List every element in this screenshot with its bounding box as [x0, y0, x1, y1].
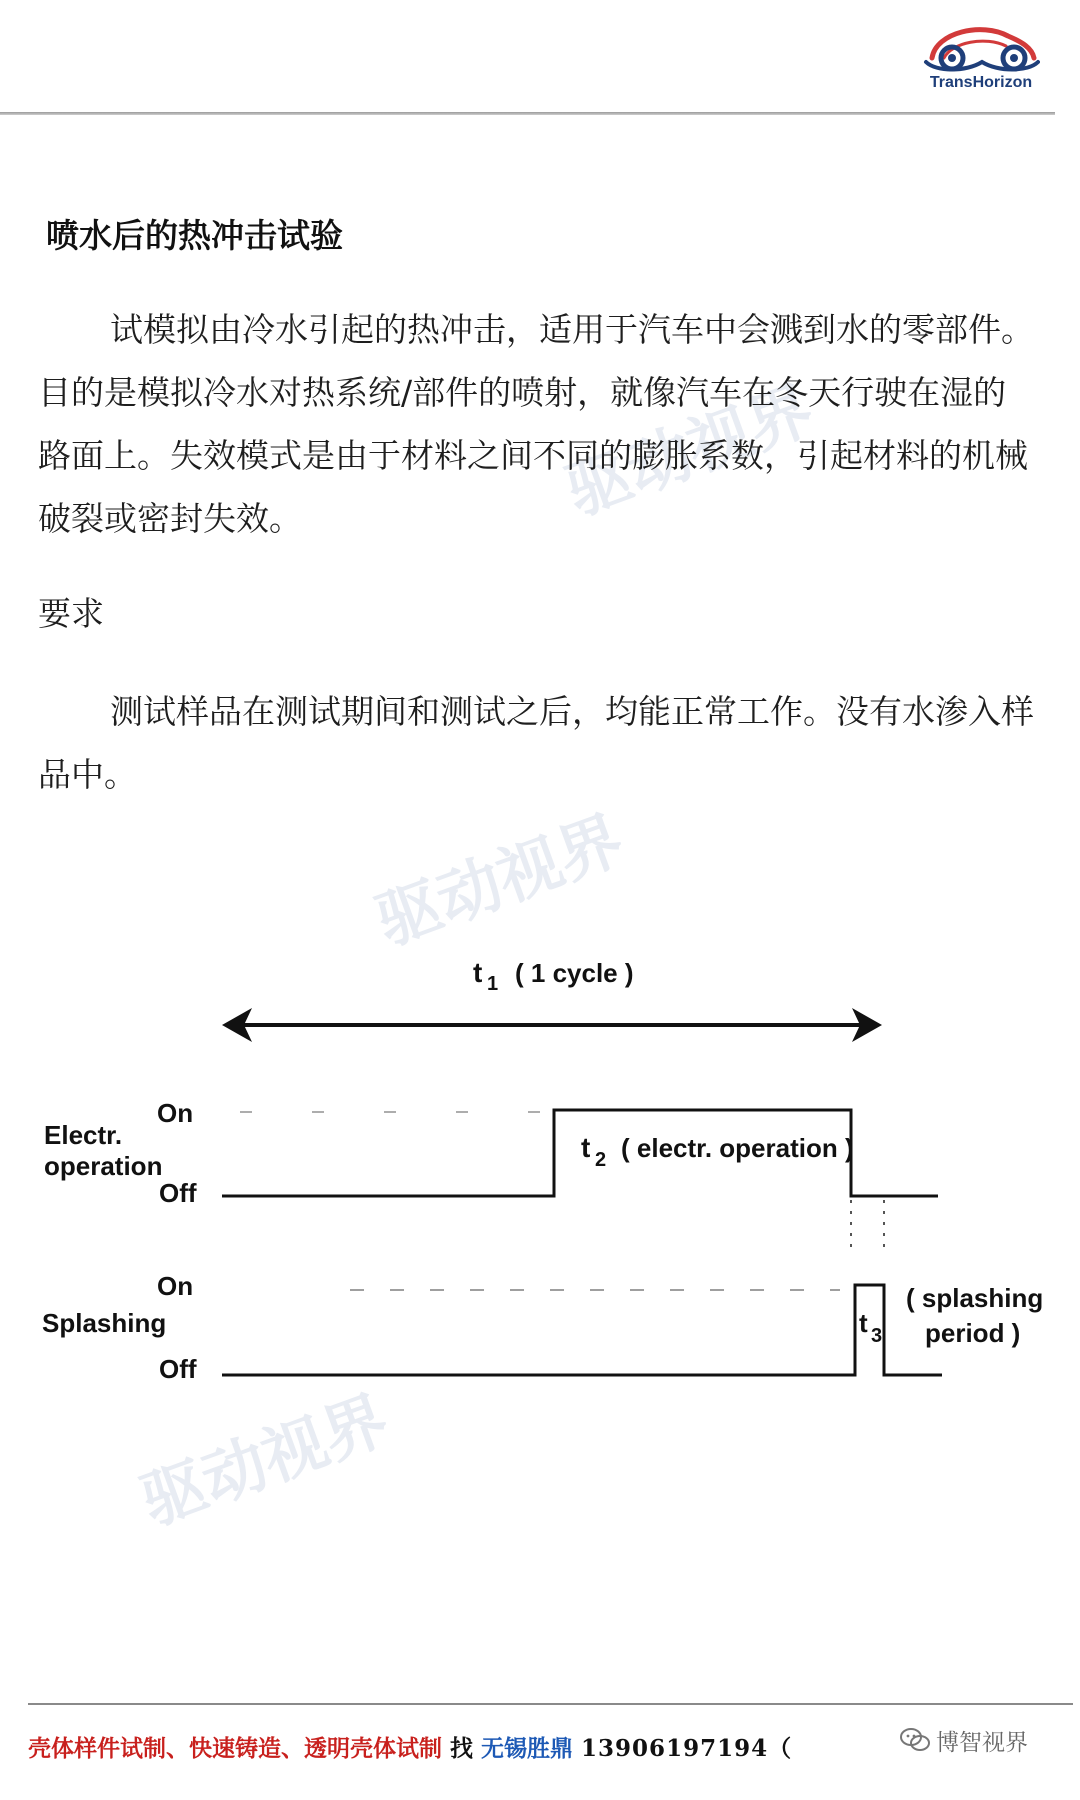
electr-pulse-t-label: t [581, 1132, 591, 1163]
header-divider [0, 112, 1055, 115]
wechat-account-name: 博智视界 [936, 1729, 1028, 1756]
splash-on-label: On [157, 1271, 194, 1301]
requirement-heading: 要求 [38, 594, 104, 633]
electr-pulse-label: ( electr. operation ) [621, 1133, 854, 1163]
splash-pulse-label-line2: period ) [925, 1318, 1021, 1348]
footer-divider [28, 1703, 1073, 1705]
footer-phone: 13906197194（ [581, 1735, 793, 1762]
cycle-t-subscript: 1 [487, 973, 499, 995]
footer-company: 无锡胜鼎 [481, 1735, 574, 1762]
car-swirl-logo-icon [922, 18, 1040, 72]
timing-diagram [0, 950, 1080, 1390]
requirement-paragraph: 测试样品在测试期间和测试之后，均能正常工作。没有水渗入样品中。 [38, 692, 1034, 794]
watermark: 驱动视界 [366, 802, 633, 961]
splash-pulse-label-line1: ( splashing [906, 1283, 1044, 1313]
electr-label-line2: operation [44, 1151, 163, 1181]
brand-logo [916, 18, 1046, 98]
splash-label: Splashing [42, 1308, 167, 1338]
footer-services: 壳体样件试制、快速铸造、透明壳体试制 [28, 1735, 442, 1762]
cycle-t-label: t [473, 957, 483, 988]
electr-label-line1: Electr. [44, 1120, 123, 1150]
cycle-label: ( 1 cycle ) [515, 958, 634, 988]
splash-pulse-subscript: 3 [871, 1325, 883, 1347]
footer-find: 找 [450, 1735, 474, 1762]
splash-pulse-t-label: t [859, 1308, 868, 1338]
intro-paragraph: 试模拟由冷水引起的热冲击，适用于汽车中会溅到水的零部件。目的是模拟冷水对热系统/部件的喷射，就像汽车在冬天行驶在湿的路面上。失效模式是由于材料之间不同的膨胀系数，引起材料的机械破裂或密封失效。 [38, 310, 1034, 538]
electr-on-label: On [157, 1098, 194, 1128]
wechat-account-badge [900, 1720, 1070, 1760]
cycle-arrow [222, 1008, 882, 1042]
splash-signal-line [222, 1285, 942, 1375]
brand-name: TransHorizon [929, 74, 1033, 91]
splash-off-label: Off [159, 1354, 197, 1384]
electr-pulse-subscript: 2 [595, 1149, 607, 1171]
watermark: 驱动视界 [131, 1382, 398, 1541]
electr-off-label: Off [159, 1178, 197, 1208]
watermark: 驱动视界 [556, 372, 823, 531]
page-title: 喷水后的热冲击试验 [46, 216, 343, 255]
wechat-icon [900, 1727, 930, 1753]
